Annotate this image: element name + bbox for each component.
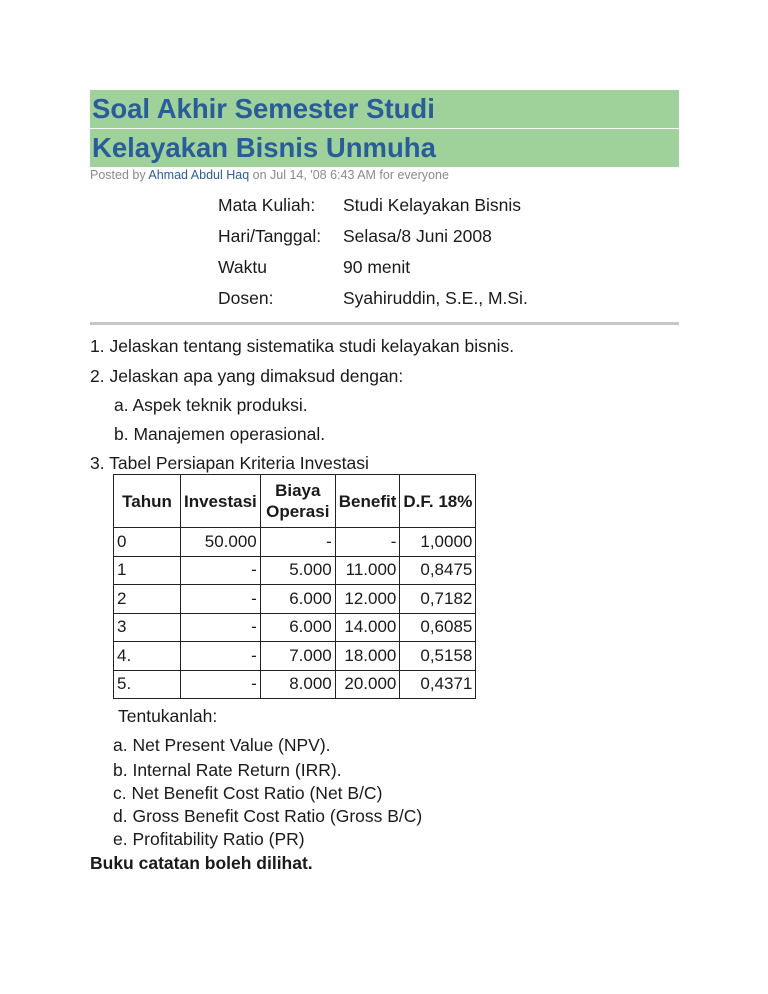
task-item-d: d. Gross Benefit Cost Ratio (Gross B/C) — [113, 806, 423, 826]
cell-investasi: 50.000 — [181, 528, 261, 557]
closing-note: Buku catatan boleh dilihat. — [90, 853, 313, 873]
col-header-benefit: Benefit — [335, 475, 400, 528]
post-byline — [90, 168, 449, 182]
cell-benefit: 14.000 — [335, 613, 400, 642]
task-item-e: e. Profitability Ratio (PR) — [113, 829, 305, 849]
meta-value: 90 menit — [343, 257, 411, 277]
page-title — [90, 90, 679, 168]
meta-key: Hari/Tanggal: — [218, 226, 322, 246]
posted-suffix: on Jul 14, '08 6:43 AM for everyone — [252, 168, 449, 182]
cell-investasi: - — [181, 642, 261, 671]
cell-biaya-operasi: - — [260, 528, 335, 557]
tasks-intro: Tentukanlah: — [118, 706, 218, 726]
col-header-biaya-operasi: Biaya Operasi — [260, 475, 335, 528]
cell-benefit: - — [335, 528, 400, 557]
table-row — [114, 642, 476, 671]
task-item-a: a. Net Present Value (NPV). — [113, 735, 331, 755]
task-item-b: b. Internal Rate Return (IRR). — [113, 760, 342, 780]
table-row — [114, 556, 476, 585]
title-line-1: Soal Akhir Semester Studi — [90, 90, 679, 128]
cell-df: 0,7182 — [400, 585, 476, 614]
cell-df: 0,6085 — [400, 613, 476, 642]
meta-key: Waktu — [218, 257, 267, 277]
cell-benefit: 12.000 — [335, 585, 400, 614]
table-row — [114, 528, 476, 557]
investment-table — [113, 474, 476, 699]
cell-benefit: 18.000 — [335, 642, 400, 671]
cell-biaya-operasi: 6.000 — [260, 585, 335, 614]
meta-value: Syahiruddin, S.E., M.Si. — [343, 288, 528, 308]
cell-tahun: 5. — [114, 670, 181, 699]
cell-biaya-operasi: 7.000 — [260, 642, 335, 671]
table-row — [114, 613, 476, 642]
question-1: 1. Jelaskan tentang sistematika studi kelayakan bisnis. — [90, 336, 515, 356]
cell-biaya-operasi: 5.000 — [260, 556, 335, 585]
divider — [90, 322, 679, 325]
meta-row-time — [218, 252, 528, 283]
meta-row-lecturer — [218, 283, 528, 314]
col-header-tahun: Tahun — [114, 475, 181, 528]
cell-investasi: - — [181, 556, 261, 585]
meta-key: Mata Kuliah: — [218, 195, 316, 215]
cell-biaya-operasi: 6.000 — [260, 613, 335, 642]
meta-value: Studi Kelayakan Bisnis — [343, 195, 522, 215]
cell-df: 0,8475 — [400, 556, 476, 585]
posted-prefix: Posted by — [90, 168, 146, 182]
cell-df: 0,5158 — [400, 642, 476, 671]
cell-tahun: 4. — [114, 642, 181, 671]
cell-investasi: - — [181, 613, 261, 642]
question-2: 2. Jelaskan apa yang dimaksud dengan: — [90, 366, 404, 386]
table-header-row — [114, 475, 476, 528]
meta-row-date — [218, 221, 528, 252]
cell-df: 0,4371 — [400, 670, 476, 699]
meta-value: Selasa/8 Juni 2008 — [343, 226, 492, 246]
cell-df: 1,0000 — [400, 528, 476, 557]
cell-investasi: - — [181, 670, 261, 699]
author-link[interactable]: Ahmad Abdul Haq — [148, 168, 250, 182]
meta-key: Dosen: — [218, 288, 274, 308]
col-header-df: D.F. 18% — [400, 475, 476, 528]
title-line-2: Kelayakan Bisnis Unmuha — [90, 129, 679, 167]
table-row — [114, 585, 476, 614]
table-row — [114, 670, 476, 699]
question-3: 3. Tabel Persiapan Kriteria Investasi — [90, 453, 369, 473]
cell-tahun: 0 — [114, 528, 181, 557]
cell-tahun: 1 — [114, 556, 181, 585]
cell-tahun: 2 — [114, 585, 181, 614]
meta-row-course — [218, 190, 528, 221]
cell-benefit: 20.000 — [335, 670, 400, 699]
cell-tahun: 3 — [114, 613, 181, 642]
question-2a: a. Aspek teknik produksi. — [114, 395, 308, 415]
col-header-investasi: Investasi — [181, 475, 261, 528]
cell-investasi: - — [181, 585, 261, 614]
exam-info — [218, 190, 528, 314]
task-item-c: c. Net Benefit Cost Ratio (Net B/C) — [113, 783, 383, 803]
cell-benefit: 11.000 — [335, 556, 400, 585]
question-2b: b. Manajemen operasional. — [114, 424, 326, 444]
cell-biaya-operasi: 8.000 — [260, 670, 335, 699]
